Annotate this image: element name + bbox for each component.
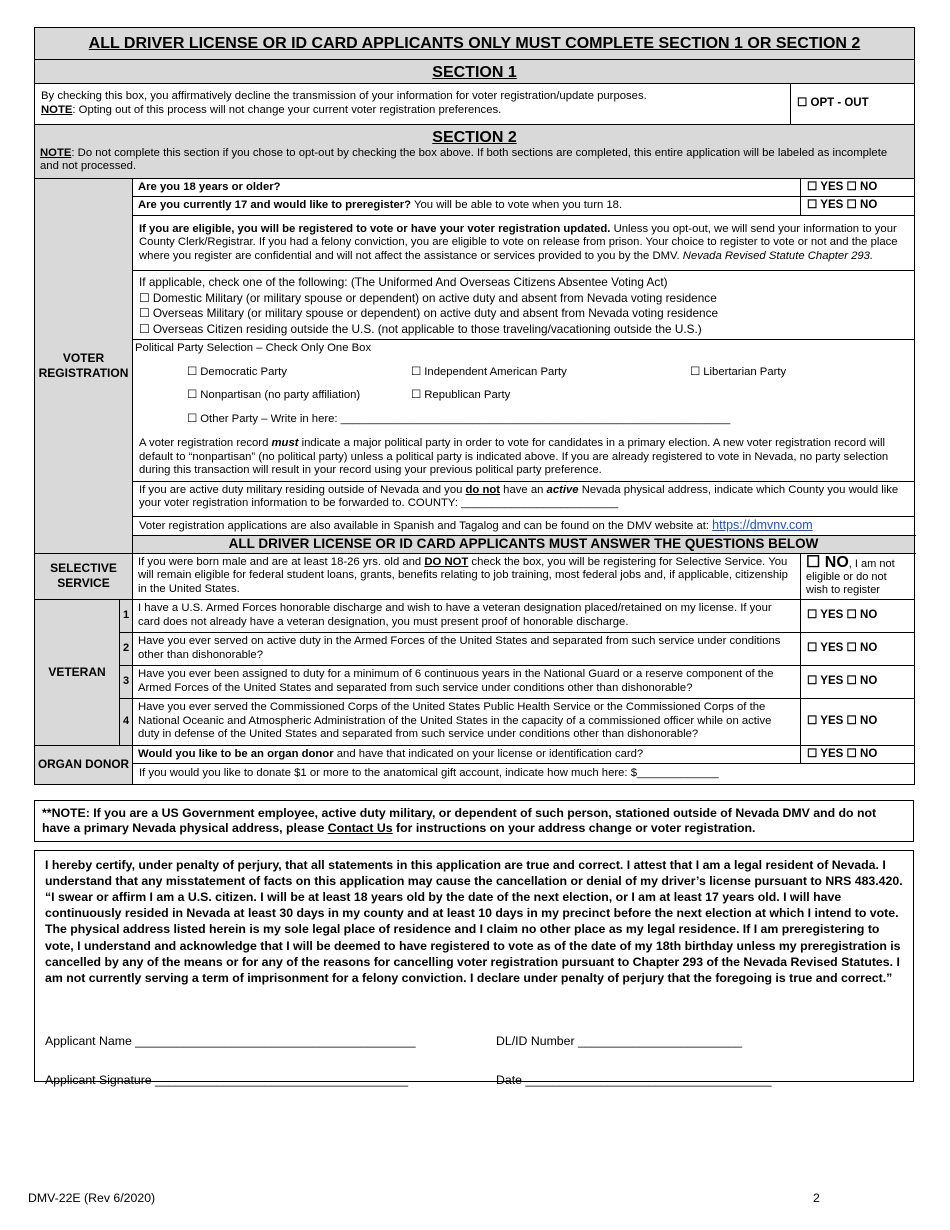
eligibility-text: If you are eligible, you will be registered to vote or have your voter registration updated. Unless you opt-out, we will send your information to your County Clerk/Registrar. If you had a felony conviction, you are eligible to vote on release from prison. Your choice to register to vote or not and the place where you register are confidential and will not affect the assistance or services provided to you by the DMV. Nevada Revised Statute Chapter 293. xyxy=(133,215,915,271)
optout-checkbox[interactable]: ☐ OPT - OUT xyxy=(791,84,915,125)
uocava-domestic-checkbox[interactable]: ☐ Domestic Military (or military spouse or dependent) on active duty and absent from Nevada voting residence xyxy=(139,290,717,305)
veteran-q4-number: 4 xyxy=(120,699,133,746)
selective-no-checkbox[interactable]: ☐ NO, I am not eligible or do not wish to register xyxy=(801,553,915,600)
veteran-q3: Have you ever been assigned to duty for a minimum of 6 continuous years in the National Guard or a reserve component of the Armed Forces of the United States and separated from such service under conditions other than dishonorable? xyxy=(133,666,801,699)
q-18-or-older: Are you 18 years or older? xyxy=(133,179,801,197)
voter-registration-label: VOTER REGISTRATION xyxy=(35,179,133,554)
veteran-q3-yes-no[interactable]: ☐ YES ☐ NO xyxy=(801,666,915,699)
veteran-q1: I have a U.S. Armed Forces honorable discharge and wish to have a veteran designation placed/retained on my license. If your card does not already have a veteran designation, you must present proof of honorable discharge. xyxy=(133,600,801,633)
veteran-q4-yes-no[interactable]: ☐ YES ☐ NO xyxy=(801,699,915,746)
organ-donor-yes-no[interactable]: ☐ YES ☐ NO xyxy=(801,745,915,764)
form-frame xyxy=(34,27,914,1087)
form-header: ALL DRIVER LICENSE OR ID CARD APPLICANTS ONLY MUST COMPLETE SECTION 1 OR SECTION 2 xyxy=(35,28,915,60)
contact-us-link[interactable]: Contact Us xyxy=(327,820,393,835)
party-independent-checkbox[interactable]: ☐ Independent American Party xyxy=(411,365,567,378)
page-number: 2 xyxy=(813,1191,820,1205)
party-democratic-checkbox[interactable]: ☐ Democratic Party xyxy=(187,365,287,378)
organ-donor-label: ORGAN DONOR xyxy=(35,745,133,784)
organ-donor-question: Would you like to be an organ donor and have that indicated on your license or identification card? xyxy=(133,745,801,764)
dl-id-field[interactable]: DL/ID Number ________________________ xyxy=(496,1033,743,1048)
available-text: Voter registration applications are also available in Spanish and Tagalog and can be found on the DMV website at: https://dmvnv.com xyxy=(133,516,915,536)
applicant-name-field[interactable]: Applicant Name _________________________________________ xyxy=(45,1033,416,1048)
section2-block: SECTION 2 NOTE: Do not complete this section if you chose to opt-out by checking the box above. If both sections are completed, this entire application will be labeled as incomplete and not processed. xyxy=(35,125,915,178)
form-number: DMV-22E (Rev 6/2020) xyxy=(28,1191,156,1205)
veteran-q1-yes-no[interactable]: ☐ YES ☐ NO xyxy=(801,600,915,633)
section2-note: : Do not complete this section if you chose to opt-out by checking the box above. If both sections are completed, this entire application will be labeled as incomplete and not processed. xyxy=(40,146,888,172)
military-county: If you are active duty military residing outside of Nevada and you do not have an active Nevada physical address, indicate which County you would like your voter registration information to be forwarded to. COUNTY: _________________________ xyxy=(133,481,915,516)
q18-yes-no[interactable]: ☐ YES ☐ NO xyxy=(801,179,915,197)
q17-yes-no[interactable]: ☐ YES ☐ NO xyxy=(801,197,915,216)
applicant-signature-field[interactable]: Applicant Signature _____________________________________ xyxy=(45,1072,409,1087)
uocava-options: If applicable, check one of the following: (The Uniformed And Overseas Citizens Absentee Voting Act) ☐ Domestic Military (or military spouse or dependent) on active duty and absent from Nevada voting residence ☐ Overseas Military (or military spouse or dependent) on active duty and absent from Nevada voting residence ☐ Overseas Citizen residing outside the U.S. (not applicable to those traveling/vacationing outside the U.S.) xyxy=(133,271,915,340)
dmv-website-link[interactable]: https://dmvnv.com xyxy=(712,517,813,532)
party-other-field[interactable]: ☐ Other Party – Write in here: ______________________________________________________________ xyxy=(187,412,731,425)
section2-table xyxy=(34,125,915,179)
section1-title: SECTION 1 xyxy=(35,59,915,84)
county-field[interactable]: Nevada physical address, indicate which County you would like your voter registration information to be forwarded to. COUNTY: _________________________ xyxy=(139,483,899,509)
sections-table xyxy=(34,27,915,84)
uocava-overseas-military-checkbox[interactable]: ☐ Overseas Military (or military spouse or dependent) on active duty and absent from Nevada voting residence xyxy=(139,306,719,320)
certification-box xyxy=(34,850,914,1087)
party-libertarian-checkbox[interactable]: ☐ Libertarian Party xyxy=(690,365,787,378)
party-selection xyxy=(133,340,915,435)
selective-service-text: If you were born male and are at least 18-26 yrs. old and DO NOT check the box, you will be registering for Selective Service. You will remain eligible for federal student loans, grants, benefits relating to job training, most federal jobs and, if applicable, citizenship in the United States. xyxy=(133,553,801,600)
date-field[interactable]: Date ____________________________________ xyxy=(496,1072,772,1087)
section2-title: SECTION 2 xyxy=(432,129,517,146)
veteran-q3-number: 3 xyxy=(120,666,133,699)
selective-service-label: SELECTIVE SERVICE xyxy=(35,553,133,600)
uocava-overseas-citizen-checkbox[interactable]: ☐ Overseas Citizen residing outside the U.S. (not applicable to those traveling/vacationing outside the U.S.) xyxy=(139,321,702,336)
veteran-q2-yes-no[interactable]: ☐ YES ☐ NO xyxy=(801,633,915,666)
government-note: **NOTE: If you are a US Government employee, active duty military, or dependent of such person, stationed outside of Nevada DMV and do not have a primary Nevada physical address, please Contact Us for instructions on your address change or voter registration. xyxy=(34,800,914,842)
veteran-label: VETERAN xyxy=(35,600,120,746)
veteran-q4: Have you ever served the Commissioned Corps of the United States Public Health Service or the Commissioned Corps of the National Oceanic and Atmospheric Administration of the United States in the capacity of a commissioned officer while on active duty in defense of the United States and separated from such service under conditions other than dishonorable? xyxy=(133,699,801,746)
section1-note-label: NOTE xyxy=(41,103,73,116)
all-applicants-title: ALL DRIVER LICENSE OR ID CARD APPLICANTS MUST ANSWER THE QUESTIONS BELOW xyxy=(133,536,915,554)
party-nonpartisan-checkbox[interactable]: ☐ Nonpartisan (no party affiliation) xyxy=(187,389,361,401)
veteran-q2-number: 2 xyxy=(120,633,133,666)
certification-text: I hereby certify, under penalty of perjury, that all statements in this application are true and correct. I attest that I am a legal resident of Nevada. I understand that any misstatement of facts on this application may cause the cancellation or denial of my driver’s license pursuant to NRS 483.420. “I swear or affirm I am a U.S. citizen. I will be at least 18 years old by the date of the next election, or I am at least 17 years old. I will have continuously resided in Nevada at least 30 days in my county and at least 10 days in my precinct before the next election at which I intend to vote. The physical address listed herein is my sole legal place of residence and I claim no other place as my legal residence. If I am preregistering to vote, I understand and acknowledge that I will be deemed to have registered to vote as of the date of my 18th birthday unless my preregistration is cancelled by any of the means or for any of the reasons for cancelling voter registration pursuant to Chapter 293 of the Nevada Revised Statutes. I am not currently serving a term of imprisonment for a felony conviction. I declare under penalty of perjury that the foregoing is true and correct.” xyxy=(45,857,903,985)
veteran-q2: Have you ever served on active duty in the Armed Forces of the United States and separated from such service under conditions other than dishonorable? xyxy=(133,633,801,666)
party-republican-checkbox[interactable]: ☐ Republican Party xyxy=(411,389,511,401)
donation-field[interactable]: If you would you like to donate $1 or more to the anatomical gift account, indicate how much here: $_____________ xyxy=(133,764,915,785)
party-heading: Political Party Selection – Check Only One Box xyxy=(135,342,372,354)
section1-text: By checking this box, you affirmatively decline the transmission of your information for voter registration/update purposes. NOTE: Opting out of this process will not change your current voter registration preferences. xyxy=(35,84,791,125)
record-text: A voter registration record must indicate a major political party in order to vote for candidates in a primary election. A new voter registration record will default to “nonpartisan” (no political party) unless a political party is indicated above. If you are already registered to vote in Nevada, no party selection during this transaction will result in your record using your previous political party preference. xyxy=(133,434,915,481)
main-table xyxy=(34,179,915,785)
veteran-q1-number: 1 xyxy=(120,600,133,633)
section1-table xyxy=(34,84,915,125)
q-17-preregister: Are you currently 17 and would like to preregister? You will be able to vote when you turn 18. xyxy=(133,197,801,216)
